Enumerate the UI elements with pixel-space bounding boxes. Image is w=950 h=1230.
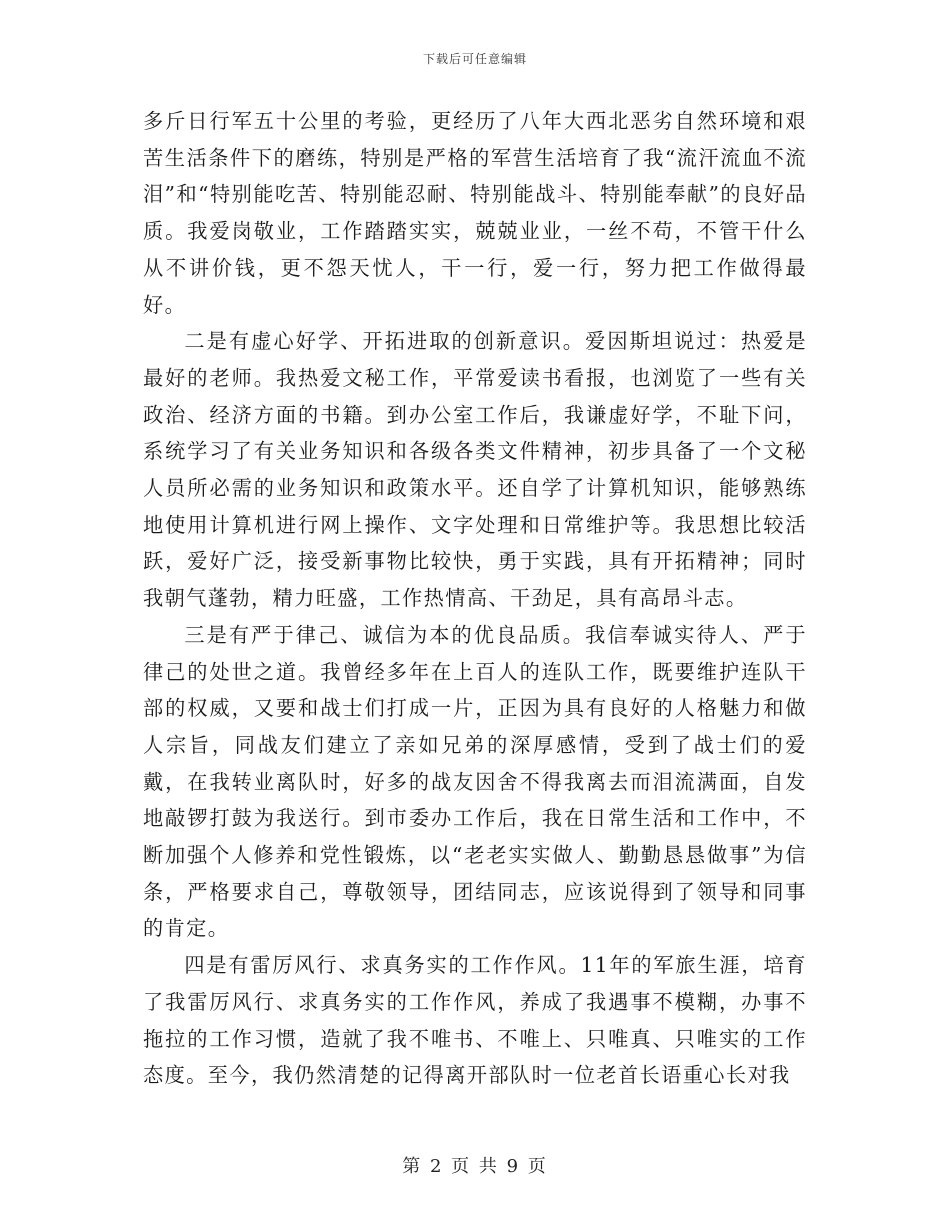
- paragraph-1: 多斤日行军五十公里的考验，更经历了八年大西北恶劣自然环境和艰苦生活条件下的磨练，特别是严格的军营生活培育了我“流汗流血不流泪”和“特别能吃苦、特别能忍耐、特别能战斗、特别能奉献”的良好品质。我爱岗敬业，工作踏踏实实，兢兢业业，一丝不苟，不管干什么从不讲价钱，更不怨天忧人，干一行，爱一行，努力把工作做得最好。: [143, 109, 807, 317]
- paragraph-2: 二是有虚心好学、开拓进取的创新意识。爱因斯坦说过：热爱是最好的老师。我热爱文秘工作，平常爱读书看报，也浏览了一些有关政治、经济方面的书籍。到办公室工作后，我谦虚好学，不耻下问，系统学习了有关业务知识和各级各类文件精神，初步具备了一个文秘人员所必需的业务知识和政策水平。还自学了计算机知识，能够熟练地使用计算机进行网上操作、文字处理和日常维护等。我思想比较活跃，爱好广泛，接受新事物比较快，勇于实践，具有开拓精神；同时我朝气蓬勃，精力旺盛，工作热情高、干劲足，具有高昂斗志。: [143, 329, 807, 611]
- paragraph-3: 三是有严于律己、诚信为本的优良品质。我信奉诚实待人、严于律己的处世之道。我曾经多年在上百人的连队工作，既要维护连队干部的权威，又要和战士们打成一片，正因为具有良好的人格魅力和做人宗旨，同战友们建立了亲如兄弟的深厚感情，受到了战士们的爱戴，在我转业离队时，好多的战友因舍不得我离去而泪流满面，自发地敲锣打鼓为我送行。到市委办工作后，我在日常生活和工作中，不断加强个人修养和党性锻炼，以“老老实实做人、勤勤恳恳做事”为信条，严格要求自己，尊敬领导，团结同志，应该说得到了领导和同事的肯定。: [143, 622, 807, 941]
- document-body: [143, 103, 807, 1094]
- page-number-footer: 第 2 页 共 9 页: [402, 1156, 548, 1177]
- page-header: 下载后可任意编辑: [422, 52, 527, 66]
- paragraph-4: 四是有雷厉风行、求真务实的工作作风。11年的军旅生涯，培育了我雷厉风行、求真务实的工作作风，养成了我遇事不模糊，办事不拖拉的工作习惯，造就了我不唯书、不唯上、只唯真、只唯实的工作态度。至今，我仍然清楚的记得离开部队时一位老首长语重心长对我: [143, 953, 807, 1088]
